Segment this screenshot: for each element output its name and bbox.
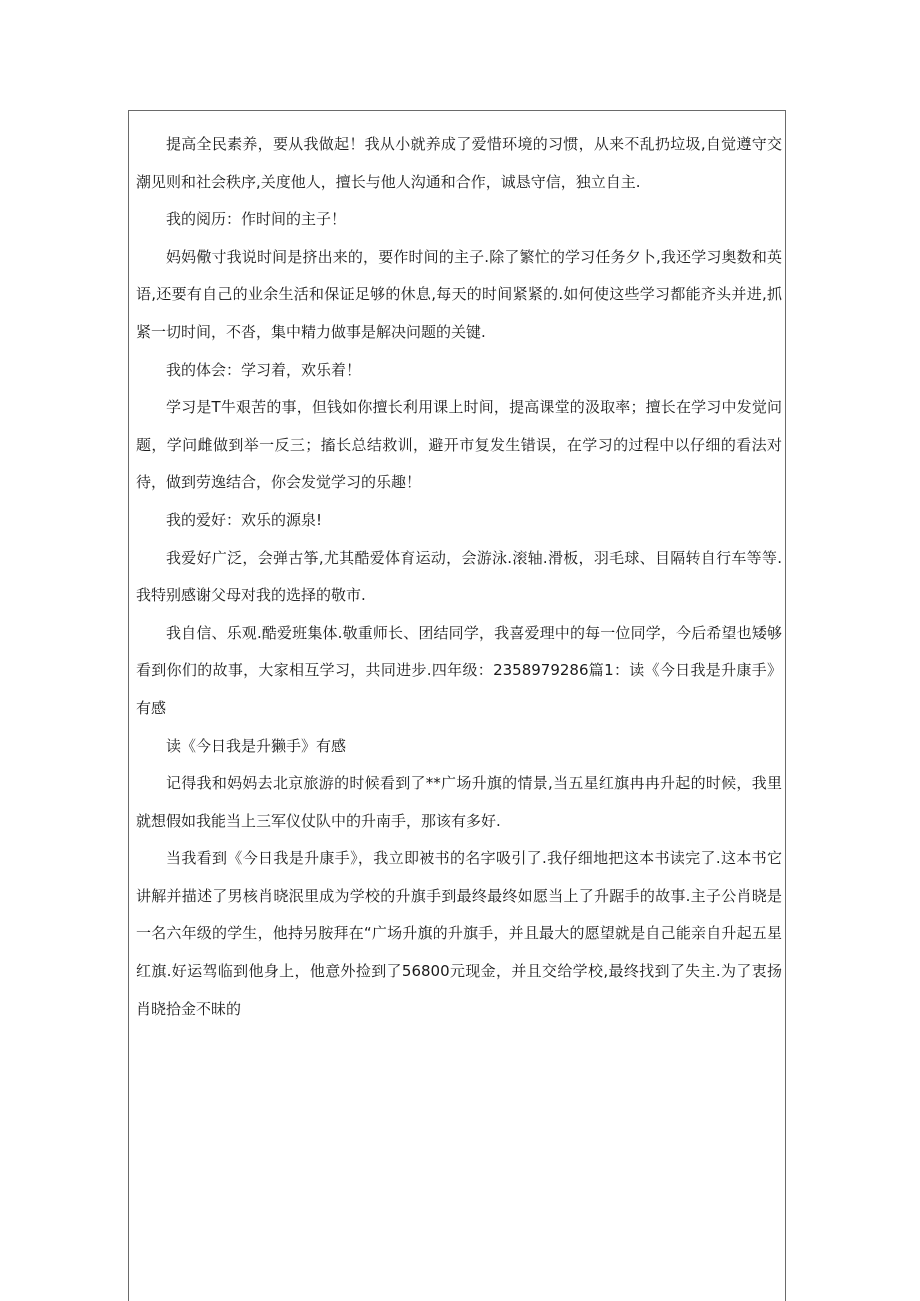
paragraph: 当我看到《今日我是升康手》，我立即被书的名字吸引了.我仔细地把这本书读完了.这本书它讲解并描述了男核肖晓泯里成为学校的升旗手到最终最终如愿当上了升踞手的故事.主子公肖晓是一名六年级的学生，他持另胺拜在“广场升旗的升旗手，并且最大的愿望就是自己能亲自升起五星红旗.好运驾临到他身上，他意外捡到了56800元现金，并且交给学校,最终找到了失主.为了衷扬肖晓拾金不昧的 [136,849,782,1018]
paragraph: 妈妈儆寸我说时间是挤出来的，要作时间的主子.除了繁忙的学习任务夕卜,我还学习奥数和英语,还要有自己的业余生活和保证足够的休息,每天的时间紧紧的.如何使这些学习都能齐头并进,抓紧一切时间，不沓，集中精力做事是解决问题的关键. [136,247,782,341]
paragraph: 我爱好广泛，会弹古筝,尤其酷爱体育运动，会游泳.滚轴.滑板，羽毛球、目隔转自行车等等.我特别感谢父母对我的选择的敬市. [136,548,782,605]
section-heading: 我的体会：学习着，欢乐着！ [166,360,362,379]
section-heading: 读《今日我是升獭手》有感 [166,736,347,755]
paragraph: 我自信、乐观.酷爱班集体.敬重师长、团结同学，我喜爱理中的每一位同学，今后希望也矮够看到你们的故事，大家相互学习，共同进步.四年级：2358979286篇1：读《今日我是升康手》有感 [136,623,782,717]
section-heading: 我的爱好：欢乐的源泉! [166,510,323,529]
paragraph: 记得我和妈妈去北京旅游的时候看到了**广场升旗的情景,当五星红旗冉冉升起的时候，我里就想假如我能当上三军仪仗队中的升南手，那该有多好. [136,774,782,830]
section-heading: 我的阅历：作时间的主子！ [166,210,347,229]
document-body [136,126,782,1028]
paragraph: 学习是T牛艰苦的事，但钱如你擅长利用课上时间，提高课堂的汲取率；擅长在学习中发觉问题，学问雌做到举一反三；搐长总结救训，避开市复发生错误，在学习的过程中以仔细的看法对待，做到劳逸结合，你会发觉学习的乐趣！ [136,398,782,492]
paragraph: 提高全民素养，要从我做起！我从小就养成了爱惜环境的习惯，从来不乱扔垃圾,自觉遵守交潮见则和社会秩序,关度他人，擅长与他人沟通和合作，诚恳守信，独立自主. [136,135,782,191]
